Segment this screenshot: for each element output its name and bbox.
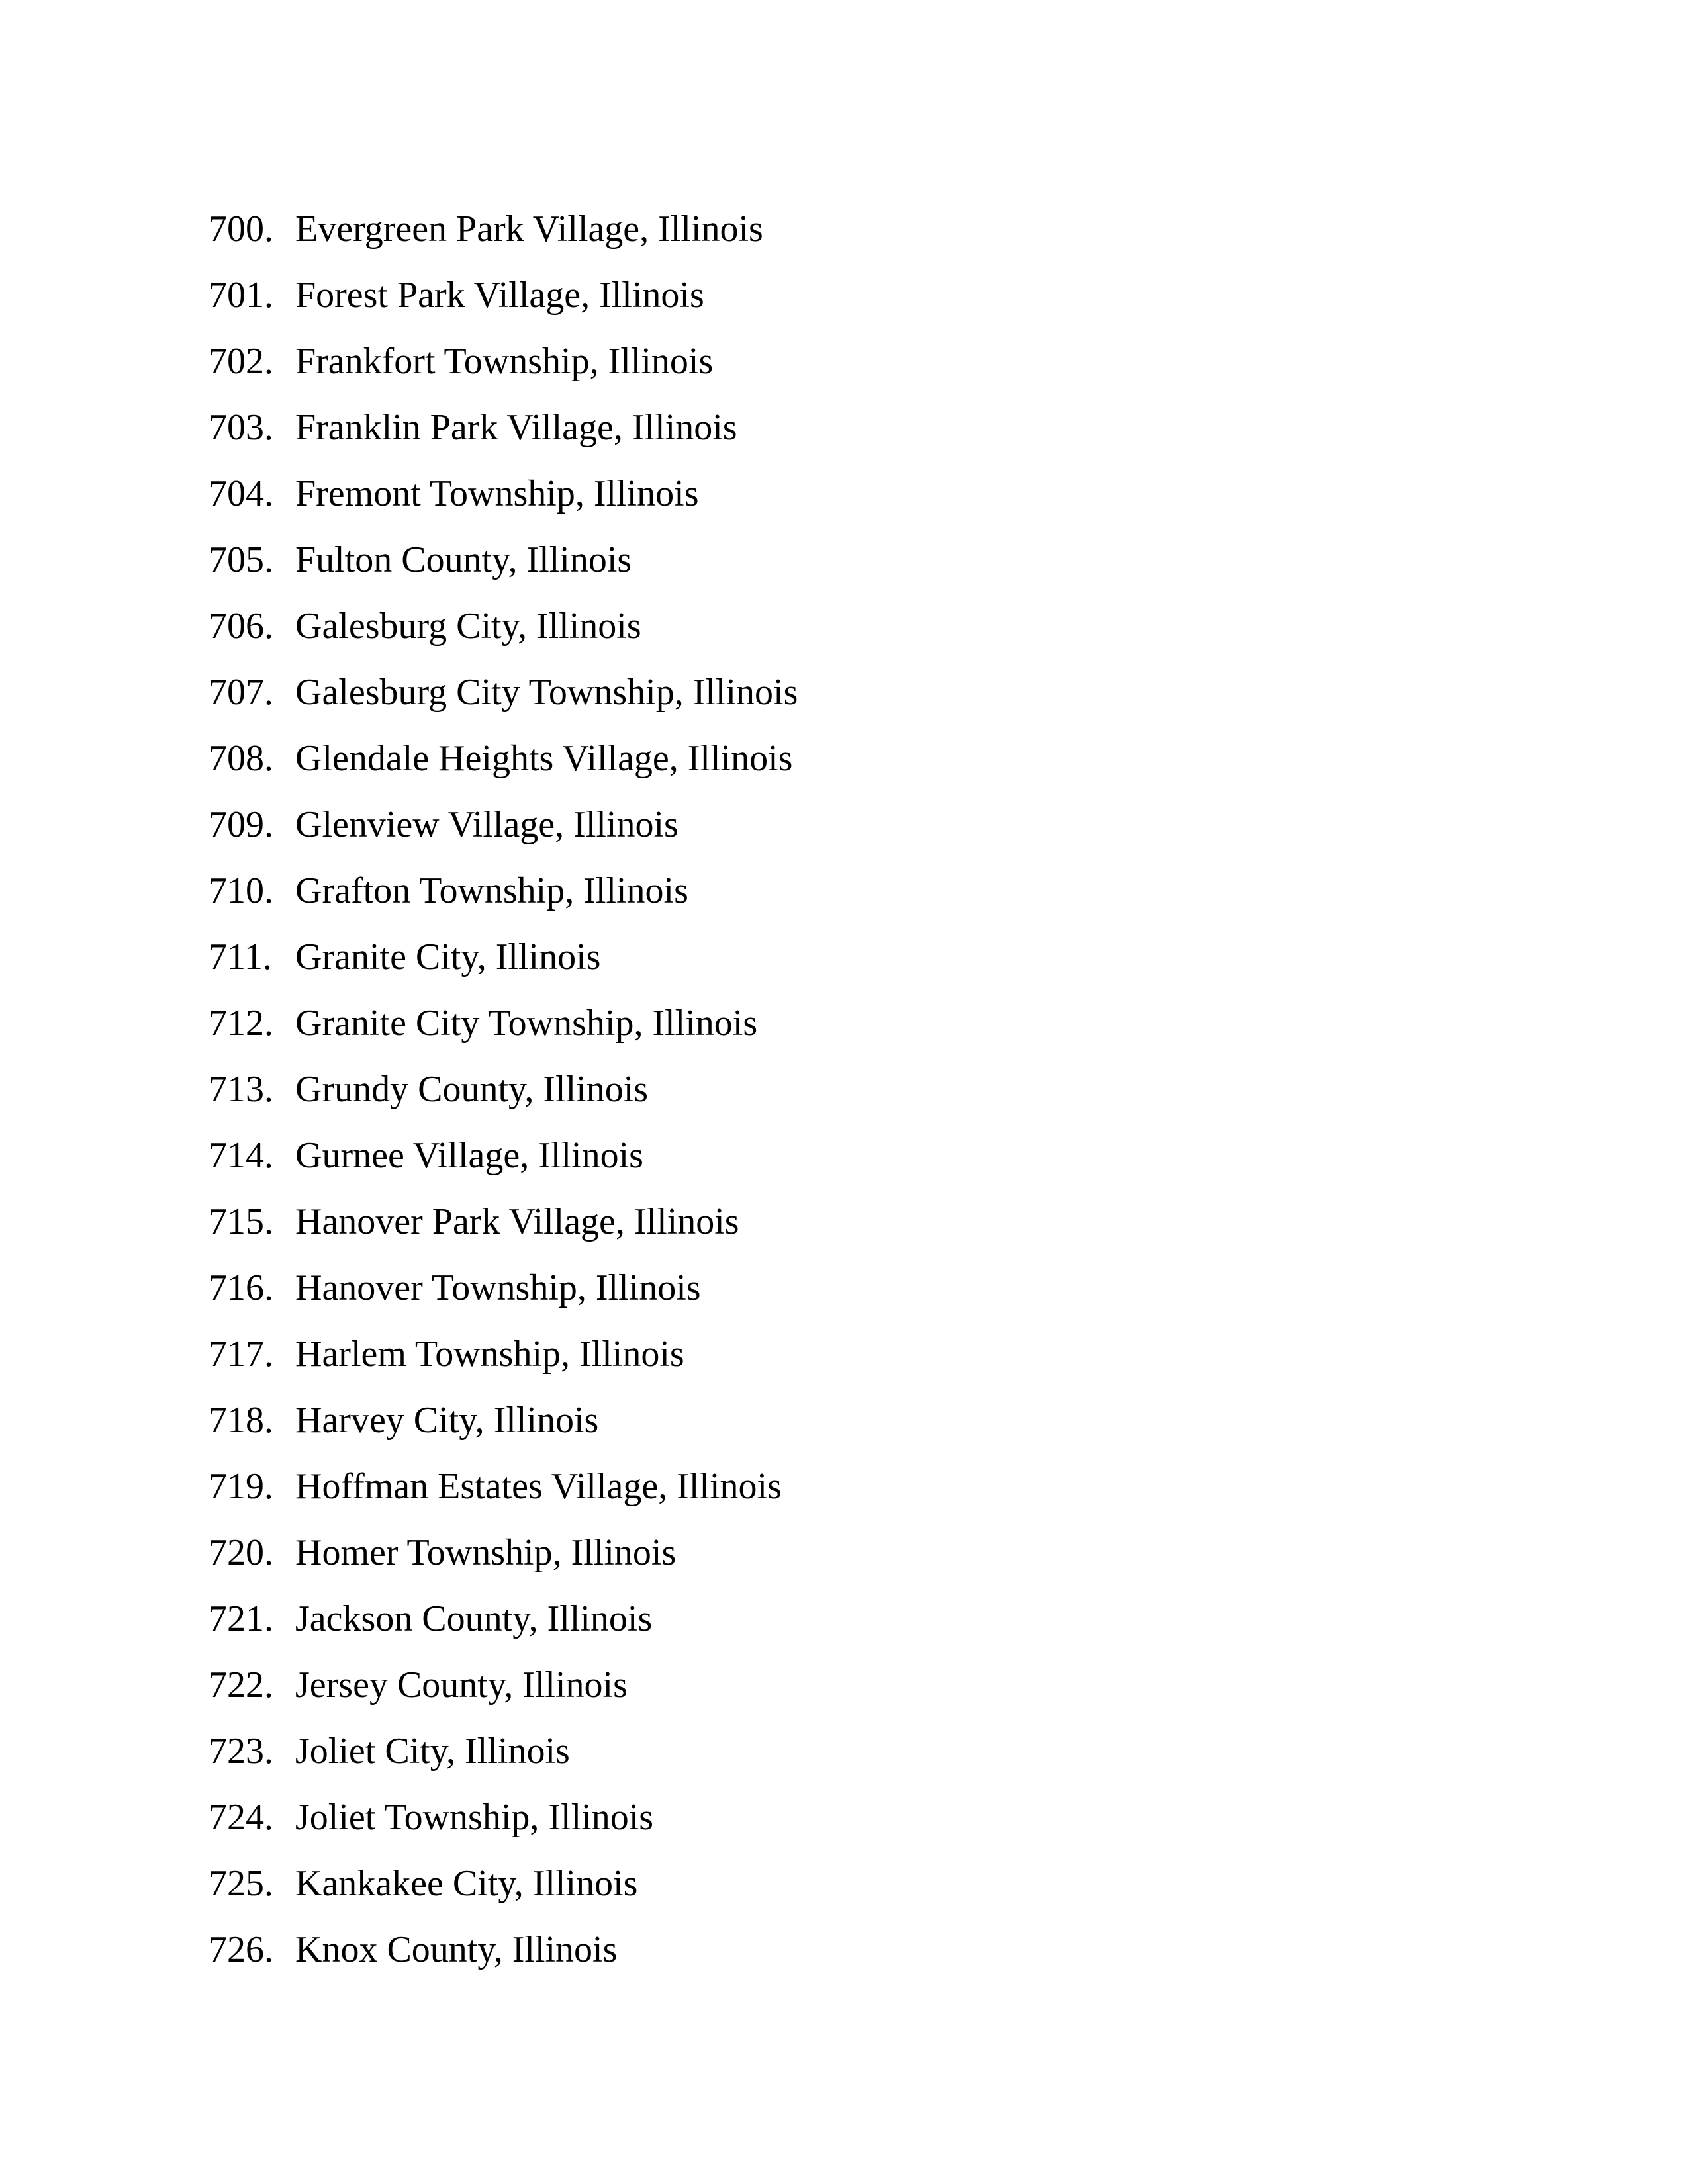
- item-text: Joliet Township, Illinois: [295, 1797, 654, 1838]
- item-text: Gurnee Village, Illinois: [295, 1135, 643, 1176]
- item-number: 713.: [209, 1069, 273, 1110]
- item-number: 717.: [209, 1334, 273, 1375]
- item-text: Fremont Township, Illinois: [295, 473, 699, 514]
- item-number: 710.: [209, 870, 273, 911]
- item-number: 707.: [209, 672, 273, 713]
- item-number: 708.: [209, 738, 273, 779]
- item-text: Hanover Township, Illinois: [295, 1267, 701, 1308]
- item-number: 709.: [209, 804, 273, 845]
- item-number: 722.: [209, 1664, 273, 1706]
- item-number: 725.: [209, 1863, 273, 1904]
- item-number: 716.: [209, 1267, 273, 1308]
- item-number: 705.: [209, 539, 273, 580]
- item-number: 706.: [209, 606, 273, 647]
- item-number: 726.: [209, 1929, 273, 1970]
- item-text: Granite City Township, Illinois: [295, 1003, 758, 1044]
- item-text: Frankfort Township, Illinois: [295, 341, 714, 382]
- item-number: 703.: [209, 407, 273, 448]
- item-number: 719.: [209, 1466, 273, 1507]
- item-number: 711.: [209, 936, 272, 978]
- item-text: Jersey County, Illinois: [295, 1664, 628, 1706]
- item-number: 715.: [209, 1201, 273, 1242]
- item-text: Grafton Township, Illinois: [295, 870, 688, 911]
- item-text: Grundy County, Illinois: [295, 1069, 649, 1110]
- item-text: Franklin Park Village, Illinois: [295, 407, 737, 448]
- item-text: Homer Township, Illinois: [295, 1532, 677, 1573]
- item-text: Knox County, Illinois: [295, 1929, 618, 1970]
- item-text: Galesburg City Township, Illinois: [295, 672, 798, 713]
- item-number: 720.: [209, 1532, 273, 1573]
- item-text: Forest Park Village, Illinois: [295, 275, 704, 316]
- item-number: 712.: [209, 1003, 273, 1044]
- item-text: Joliet City, Illinois: [295, 1731, 570, 1772]
- item-number: 724.: [209, 1797, 273, 1838]
- item-text: Fulton County, Illinois: [295, 539, 632, 580]
- item-text: Harvey City, Illinois: [295, 1400, 599, 1441]
- item-text: Glenview Village, Illinois: [295, 804, 679, 845]
- item-text: Granite City, Illinois: [295, 936, 601, 978]
- item-text: Evergreen Park Village, Illinois: [295, 208, 763, 250]
- item-text: Galesburg City, Illinois: [295, 606, 641, 647]
- item-number: 718.: [209, 1400, 273, 1441]
- item-number: 723.: [209, 1731, 273, 1772]
- item-number: 702.: [209, 341, 273, 382]
- item-text: Kankakee City, Illinois: [295, 1863, 638, 1904]
- item-text: Hanover Park Village, Illinois: [295, 1201, 739, 1242]
- item-text: Glendale Heights Village, Illinois: [295, 738, 793, 779]
- item-number: 721.: [209, 1598, 273, 1639]
- item-number: 714.: [209, 1135, 273, 1176]
- item-text: Harlem Township, Illinois: [295, 1334, 684, 1375]
- item-number: 700.: [209, 208, 273, 250]
- item-number: 704.: [209, 473, 273, 514]
- item-text: Hoffman Estates Village, Illinois: [295, 1466, 782, 1507]
- item-text: Jackson County, Illinois: [295, 1598, 653, 1639]
- item-number: 701.: [209, 275, 273, 316]
